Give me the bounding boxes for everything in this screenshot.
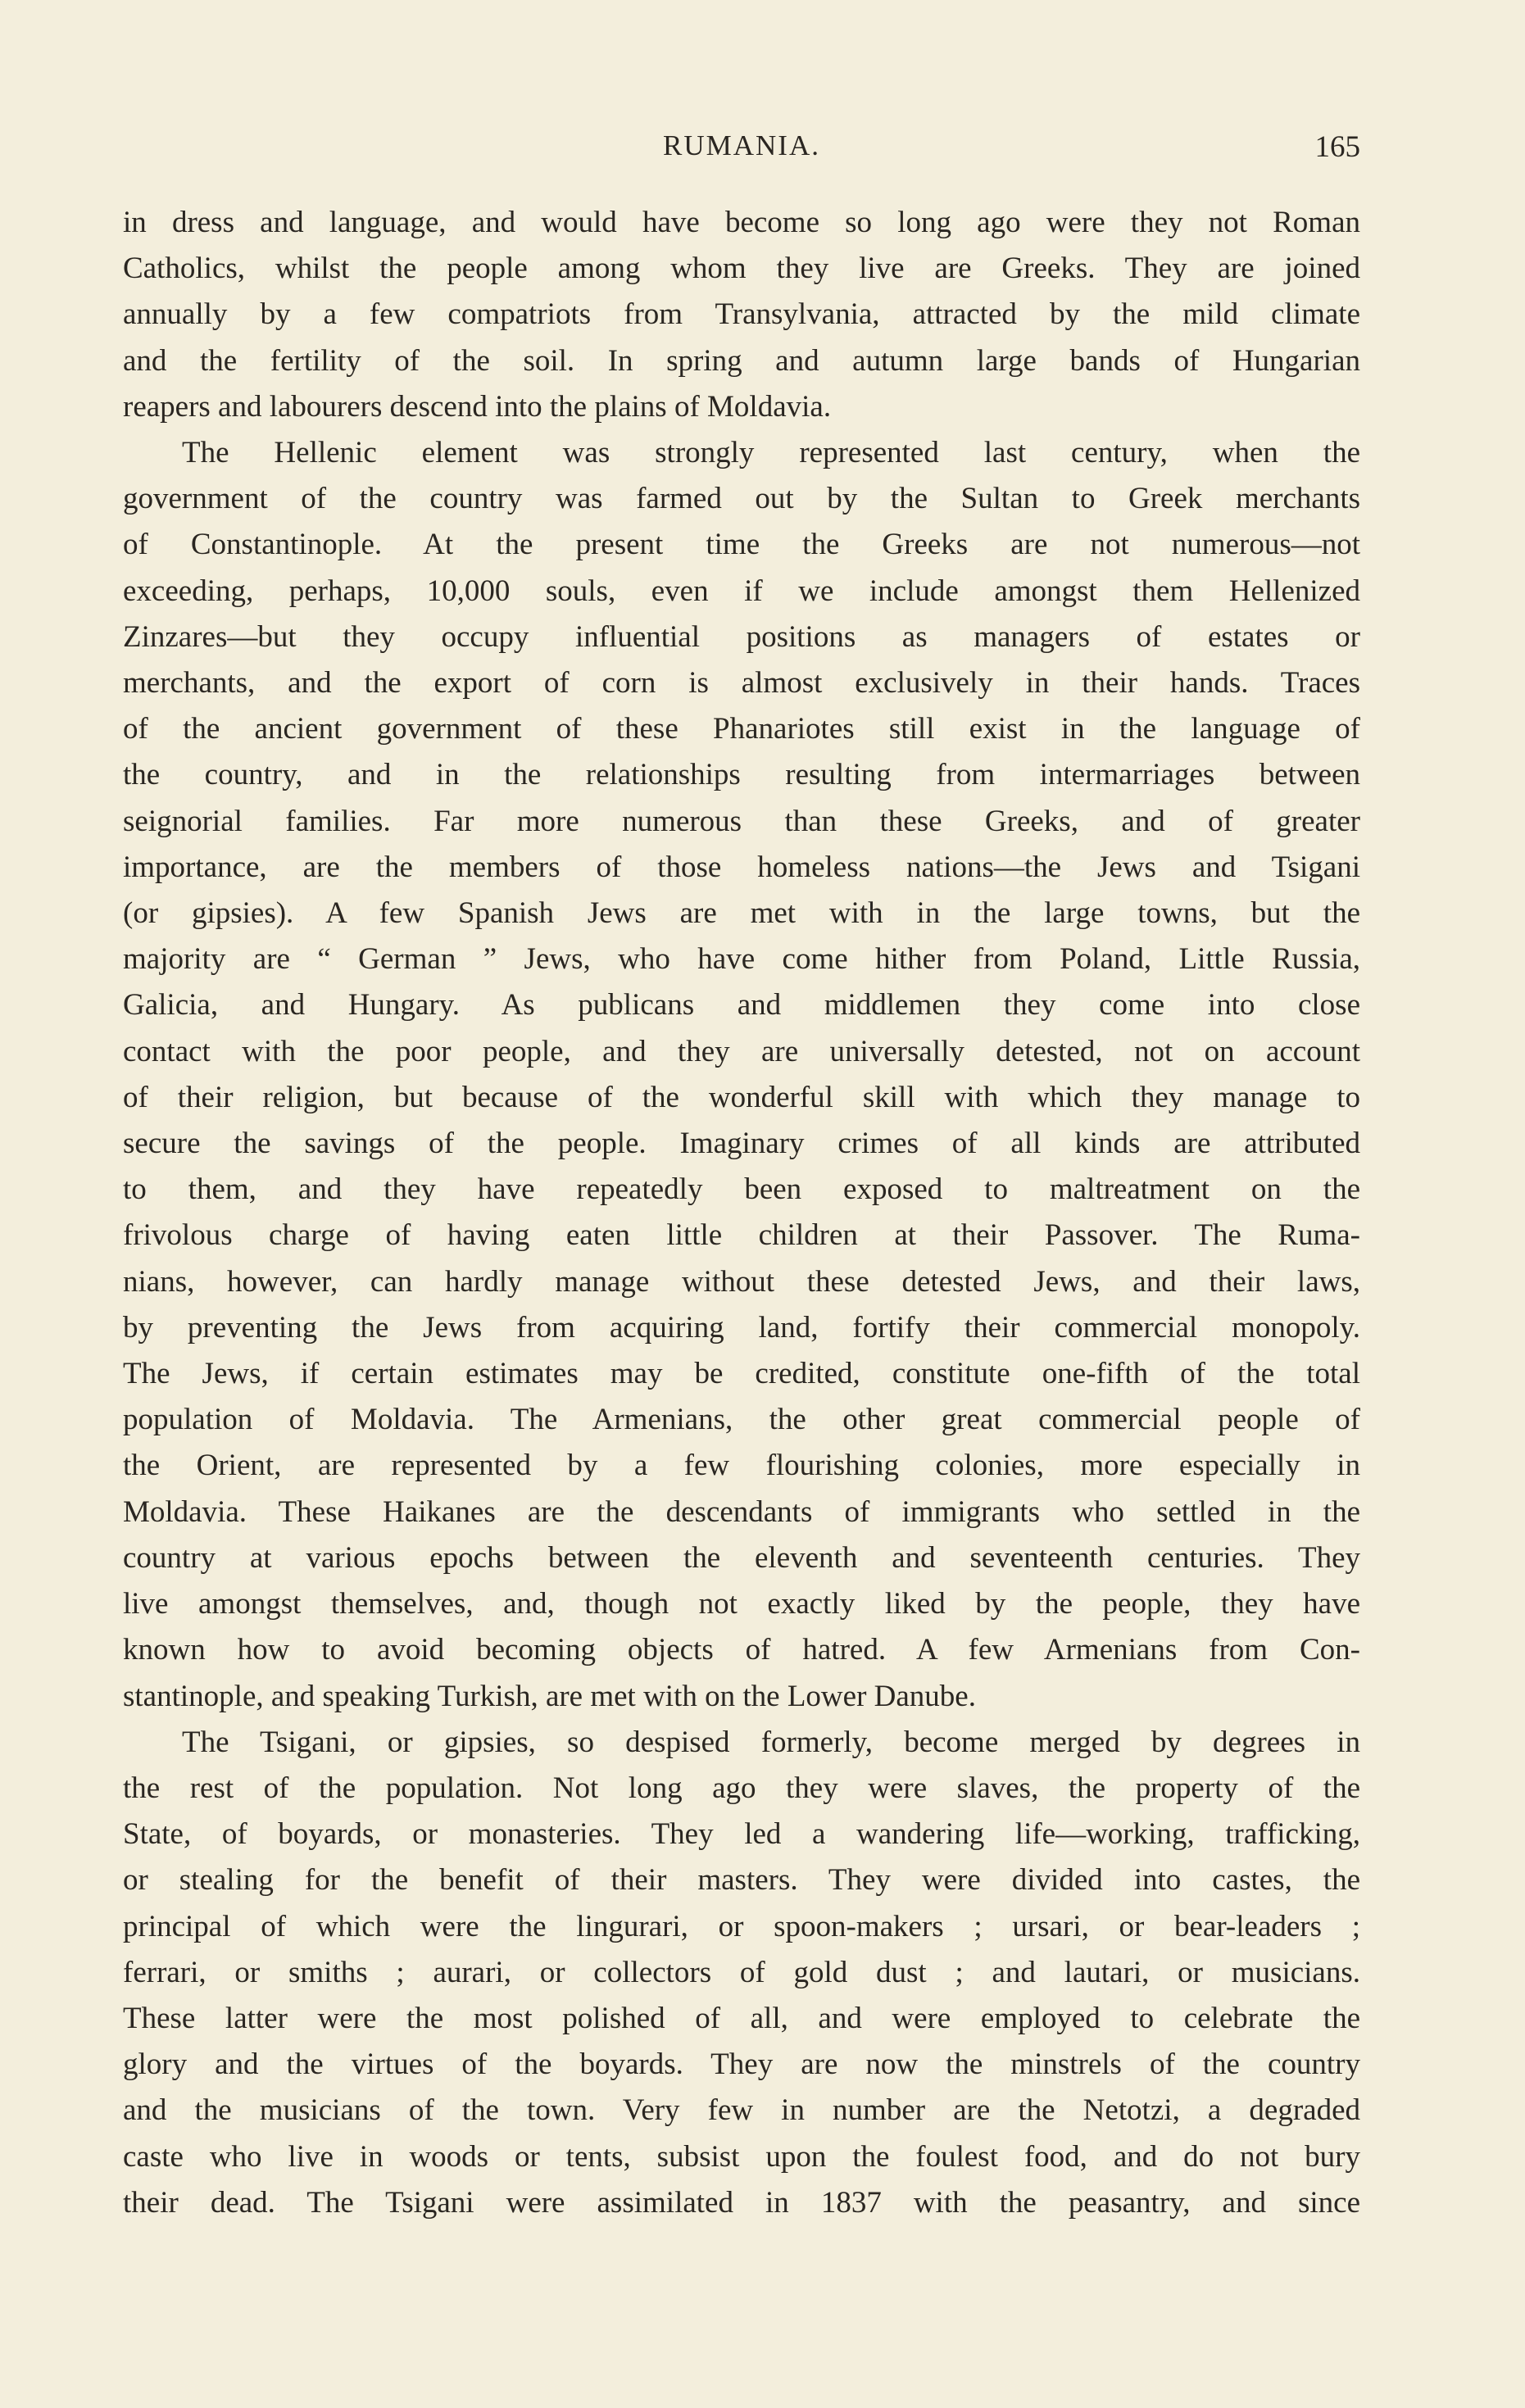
text-line: importance, are the members of those homeless nations—the Jews and Tsigani bbox=[123, 850, 1360, 884]
text-line: nians, however, can hardly manage without these detested Jews, and their laws, bbox=[123, 1264, 1360, 1299]
text-line: contact with the poor people, and they are universally detested, not on account bbox=[123, 1034, 1360, 1068]
running-title: RUMANIA. bbox=[663, 129, 820, 161]
text-line: The Jews, if certain estimates may be credited, constitute one-fifth of the total bbox=[123, 1357, 1360, 1391]
text-line: government of the country was farmed out by the Sultan to Greek merchants bbox=[123, 482, 1360, 516]
text-line: frivolous charge of having eaten little children at their Passover. The Ruma- bbox=[123, 1218, 1360, 1253]
text-line: majority are “ German ” Jews, who have come hither from Poland, Little Russia, bbox=[123, 942, 1360, 977]
text-line: Moldavia. These Haikanes are the descendants of immigrants who settled in the bbox=[123, 1494, 1360, 1529]
text-line: the country, and in the relationships resulting from intermarriages between bbox=[123, 758, 1360, 792]
text-line: country at various epochs between the eleventh and seventeenth centuries. They bbox=[123, 1540, 1360, 1575]
text-line: known how to avoid becoming objects of hatred. A few Armenians from Con- bbox=[123, 1633, 1360, 1667]
text-line: These latter were the most polished of all, and were employed to celebrate the bbox=[123, 2001, 1360, 2035]
text-line: the rest of the population. Not long ago they were slaves, the property of the bbox=[123, 1771, 1360, 1805]
text-line: by preventing the Jews from acquiring land, fortify their commercial monopoly. bbox=[123, 1310, 1360, 1345]
text-line: secure the savings of the people. Imaginary crimes of all kinds are attributed bbox=[123, 1127, 1360, 1161]
text-line: or stealing for the benefit of their masters. They were divided into castes, the bbox=[123, 1863, 1360, 1898]
text-line: The Hellenic element was strongly represented last century, when the bbox=[182, 436, 1360, 470]
text-line: in dress and language, and would have become so long ago were they not Roman bbox=[123, 206, 1360, 239]
text-line: (or gipsies). A few Spanish Jews are met with in the large towns, but the bbox=[123, 896, 1360, 931]
page-number: 165 bbox=[1314, 130, 1360, 164]
text-line: ferrari, or smiths ; aurari, or collectors of gold dust ; and lautari, or musicians. bbox=[123, 1955, 1360, 1989]
text-line: live amongst themselves, and, though not exactly liked by the people, they have bbox=[123, 1587, 1360, 1621]
text-line: and the fertility of the soil. In spring and autumn large bands of Hungarian bbox=[123, 343, 1360, 378]
text-line: principal of which were the lingurari, or spoon-makers ; ursari, or bear-leaders ; bbox=[123, 1909, 1360, 1943]
text-line: glory and the virtues of the boyards. They are now the minstrels of the country bbox=[123, 2047, 1360, 2082]
text-line: the Orient, are represented by a few flourishing colonies, more especially in bbox=[123, 1449, 1360, 1483]
text-line: and the musicians of the town. Very few in number are the Netotzi, a degraded bbox=[123, 2093, 1360, 2128]
text-line: Catholics, whilst the people among whom they live are Greeks. They are joined bbox=[123, 252, 1360, 286]
running-head bbox=[123, 129, 1360, 170]
text-line: reapers and labourers descend into the plains of Moldavia. bbox=[123, 389, 832, 424]
text-line: merchants, and the export of corn is almost exclusively in their hands. Traces bbox=[123, 666, 1360, 701]
text-line: stantinople, and speaking Turkish, are met with on the Lower Danube. bbox=[123, 1679, 976, 1713]
text-line: annually by a few compatriots from Transylvania, attracted by the mild climate bbox=[123, 297, 1360, 332]
text-line: Zinzares—but they occupy influential positions as managers of estates or bbox=[123, 619, 1360, 654]
text-line: their dead. The Tsigani were assimilated in 1837 with the peasantry, and since bbox=[123, 2185, 1360, 2220]
body-text bbox=[123, 200, 1360, 2226]
text-line: caste who live in woods or tents, subsist upon the foulest food, and do not bury bbox=[123, 2139, 1360, 2174]
text-line: exceeding, perhaps, 10,000 souls, even if we include amongst them Hellenized bbox=[123, 574, 1360, 608]
text-line: The Tsigani, or gipsies, so despised formerly, become merged by degrees in bbox=[182, 1725, 1360, 1759]
text-line: Galicia, and Hungary. As publicans and middlemen they come into close bbox=[123, 988, 1360, 1023]
text-line: of Constantinople. At the present time the Greeks are not numerous—not bbox=[123, 528, 1360, 562]
text-line: State, of boyards, or monasteries. They led a wandering life—working, trafficking, bbox=[123, 1817, 1360, 1852]
text-line: population of Moldavia. The Armenians, the other great commercial people of bbox=[123, 1403, 1360, 1437]
text-line: to them, and they have repeatedly been exposed to maltreatment on the bbox=[123, 1172, 1360, 1207]
text-line: of their religion, but because of the wonderful skill with which they manage to bbox=[123, 1080, 1360, 1114]
text-line: of the ancient government of these Phanariotes still exist in the language of bbox=[123, 712, 1360, 746]
text-line: seignorial families. Far more numerous than these Greeks, and of greater bbox=[123, 804, 1360, 838]
